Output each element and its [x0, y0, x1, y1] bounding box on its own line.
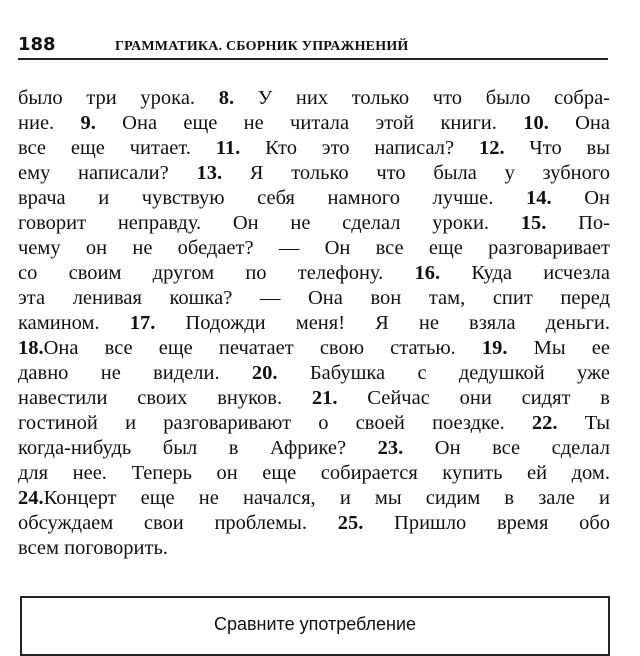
text-line: давно не видели. 20. Бабушка с дедушкой уже: [18, 362, 610, 384]
sentence-number: 25.: [337, 512, 364, 534]
text-line: ние. 9. Она еще не читала этой книги. 10. Она: [18, 112, 610, 134]
sentence-number: 12.: [478, 137, 505, 159]
compare-box-title: Сравните употребление: [213, 614, 417, 634]
sentence-number: 22.: [531, 412, 558, 434]
sentence-number: 21.: [311, 387, 338, 409]
text-line: камином. 17. Подожди меня! Я не взяла деньги.: [18, 312, 610, 334]
sentence-number: 23.: [377, 437, 404, 459]
exercise-text: [18, 86, 610, 561]
sentence-number: 20.: [251, 362, 278, 384]
sentence-number: 17.: [129, 312, 156, 334]
compare-usage-box: [20, 596, 610, 656]
sentence-number: 14.: [525, 187, 552, 209]
text-line: когда-нибудь был в Африке? 23. Он все сделал: [18, 437, 610, 459]
text-line: гостиной и разговаривают о своей поездке. 22. Ты: [18, 412, 610, 434]
sentence-number: 9.: [80, 112, 96, 134]
text-line: обсуждаем свои проблемы. 25. Пришло время обо: [18, 512, 611, 534]
text-line: 24.Концерт еще не начался, и мы сидим в зале и: [18, 487, 610, 509]
sentence-number: 15.: [520, 212, 547, 234]
text-line: врача и чувствую себя намного лучше. 14. Он: [18, 187, 610, 209]
text-line: для нее. Теперь он еще собирается купить ей дом.: [18, 462, 610, 484]
sentence-number: 18.: [18, 337, 44, 359]
sentence-number: 13.: [196, 162, 223, 184]
text-line: все еще читает. 11. Кто это написал? 12. Что вы: [18, 137, 610, 159]
text-line: чему он не обедает? — Он все еще разговаривает: [18, 237, 610, 259]
text-line: эта ленивая кошка? — Она вон там, спит перед: [18, 287, 610, 309]
sentence-number: 8.: [218, 87, 235, 109]
text-line: ему написали? 13. Я только что была у зубного: [18, 162, 610, 184]
text-line: со своим другом по телефону. 16. Куда исчезла: [18, 262, 610, 284]
text-line: говорит неправду. Он не сделал уроки. 15. По-: [18, 212, 610, 234]
sentence-number: 11.: [215, 137, 241, 159]
sentence-number: 24.: [18, 487, 44, 509]
page-header: [18, 36, 608, 60]
text-line: навестили своих внуков. 21. Сейчас они сидят в: [18, 387, 610, 409]
sentence-number: 10.: [523, 112, 549, 134]
page-number: 188: [18, 34, 56, 55]
text-line: всем поговорить.: [18, 537, 168, 559]
running-title: ГРАММАТИКА. СБОРНИК УПРАЖНЕНИЙ: [115, 39, 409, 54]
sentence-number: 19.: [481, 337, 508, 359]
text-line: было три урока. 8. У них только что было собра-: [18, 87, 610, 109]
sentence-number: 16.: [414, 262, 441, 284]
text-line: 18.Она все еще печатает свою статью. 19. Мы ее: [18, 337, 610, 359]
